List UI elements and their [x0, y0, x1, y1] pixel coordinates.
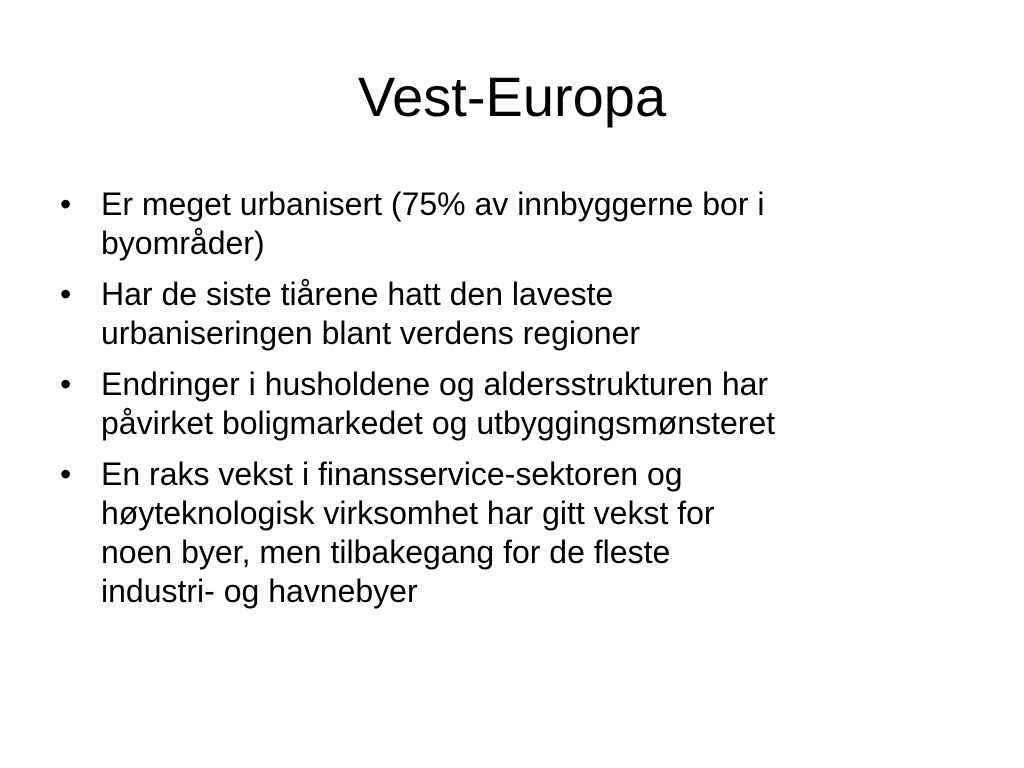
bullet-text-line: Har de siste tiårene hatt den laveste — [101, 276, 614, 312]
bullet-list — [60, 185, 960, 623]
bullet-text-line: En raks vekst i finansservice-sektoren og — [101, 456, 683, 492]
bullet-text-line: Endringer i husholdene og aldersstrukturen har — [101, 366, 769, 402]
bullet-text-line: industri- og havnebyer — [101, 573, 418, 609]
bullet-marker: • — [60, 366, 72, 402]
bullet-text-line: noen byer, men tilbakegang for de fleste — [101, 534, 671, 570]
bullet-marker: • — [60, 186, 72, 222]
bullet-marker: • — [60, 276, 72, 312]
bullet-item — [60, 275, 960, 353]
bullet-marker: • — [60, 456, 72, 492]
slide-title: Vest-Europa — [357, 65, 667, 128]
bullet-text-line: urbaniseringen blant verdens regioner — [101, 315, 641, 351]
bullet-item — [60, 455, 960, 611]
bullet-item — [60, 185, 960, 263]
bullet-item — [60, 365, 960, 443]
bullet-text-line: høyteknologisk virksomhet har gitt vekst for — [101, 495, 715, 531]
bullet-text-line: påvirket boligmarkedet og utbyggingsmønsteret — [101, 405, 776, 441]
bullet-text-line: Er meget urbanisert (75% av innbyggerne bor i — [101, 186, 765, 222]
bullet-text-line: byområder) — [101, 225, 265, 261]
